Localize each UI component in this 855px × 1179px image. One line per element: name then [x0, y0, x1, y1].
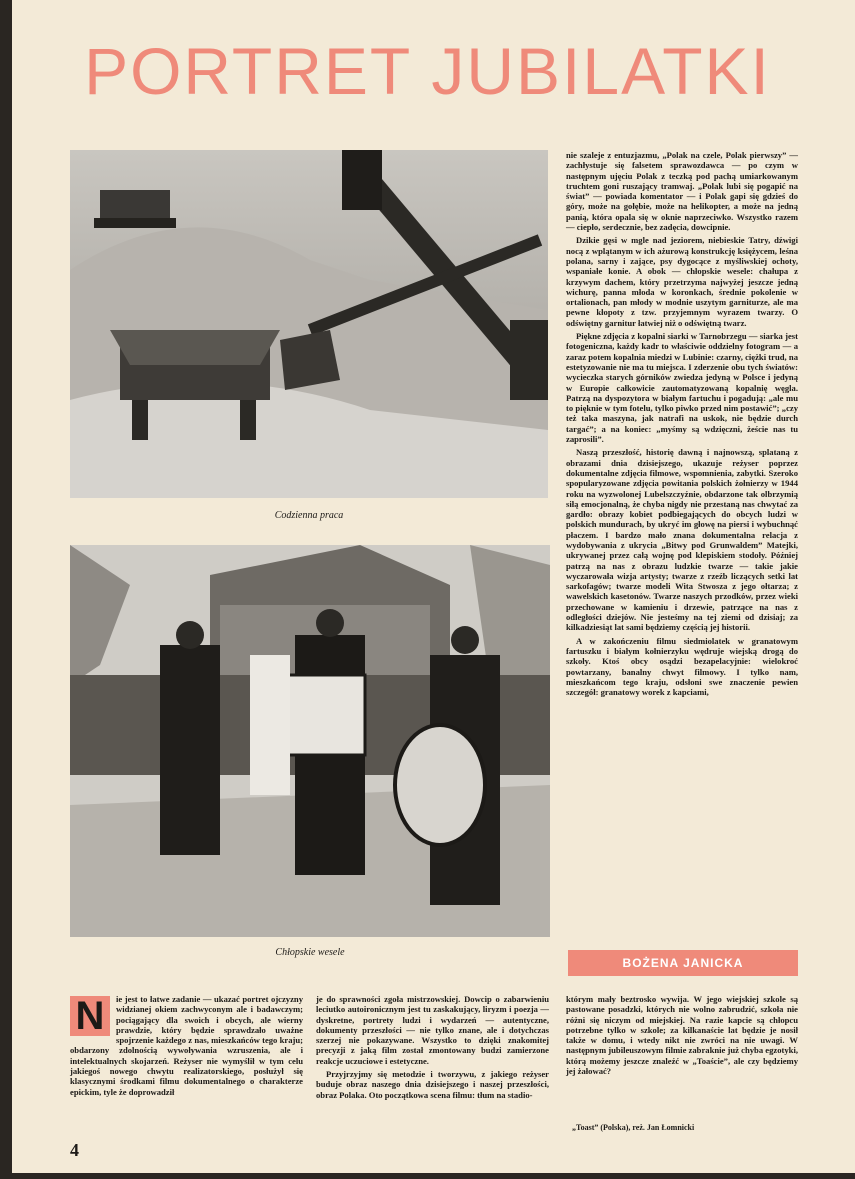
- article-bottom-column-1: [70, 994, 303, 1100]
- paragraph: którym mały beztrosko wywija. W jego wiejskiej szkole są pastowane posadzki, których nie wolno zabrudzić, szkoła nie różni się niczym od miejskiej. Na razie kapcie są chłopcu potrzebne tylko w szkole; za kilkanaście lat będzie je nosił także w domu, i wtedy nikt nie zwróci na nie uwagi. W następnym jubileuszowym filmie zabraknie już chyba egzotyki, którą możemy jeszcze znaleźć w „Toaście”, ale czy będziemy jej żałować?: [566, 994, 798, 1077]
- paragraph: [70, 994, 303, 1097]
- photo-caption-village-wedding: Chłopskie wesele: [275, 947, 345, 958]
- paragraph: Dzikie gęsi w mgle nad jeziorem, niebieskie Tatry, dźwigi nocą z wplątanym w ich ażurową konstrukcję księżycem, leśna polana, sarny i zające, psy dygocące z myśliwskiej ochoty, wspaniałe konie. A obok — chłopskie wesele: chałupa z krzywym dachem, który przetrzyma najwyżej jeszcze jedną wichurę, panna młoda w koronkach, średnie pokolenie w ortalionach, pan młody w modnie uszytym garniturze, ale ma pewne kłopoty z tzw. przyjemnym wyrazem twarzy. O odświętny garnitur łatwiej niż o odświętną twarz.: [566, 235, 798, 328]
- film-credit: „Toast” (Polska), reż. Jan Łomnicki: [572, 1123, 695, 1132]
- paragraph: Przyjrzyjmy się metodzie i tworzywu, z jakiego reżyser buduje obraz naszego dnia dzisiejszego i naszej przeszłości, obraz Polaka. Oto początkowa scena filmu: tłum na stadio-: [316, 1069, 549, 1100]
- photo-caption-daily-work: Codzienna praca: [274, 510, 344, 521]
- page-bottom-edge: [0, 1173, 855, 1179]
- article-bottom-column-2: [316, 994, 549, 1103]
- photo-daily-work: [70, 150, 548, 498]
- paragraph: Piękne zdjęcia z kopalni siarki w Tarnobrzegu — siarka jest fotogeniczna, każdy kadr to właściwie oddzielny fotogram — a zaraz potem kopalnia miedzi w Lubinie: czarny, ciężki trud, na estetyzowanie nie ma tu miejsca. I zderzenie obu tych światów: wycieczka starych górników zwiedza jedyną w Polsce i jedyną w Europie całkowicie zautomatyzowaną kopalnię węgla. Patrzą na dyspozytora w białym fartuchu i pogadują: „ale mu to pięknie w tym fotelu, tylko piwko przed nim postawić”; „czy też taka maszyna, jak natrafi na uskok, nie będzie durch targać”; a na koniec: „myśmy są wdzięczni, żeście nas tu zaprosili”.: [566, 331, 798, 445]
- page-number: 4: [70, 1140, 79, 1160]
- author-banner: BOŻENA JANICKA: [568, 950, 798, 976]
- page-binding-edge: [0, 0, 12, 1179]
- village-wedding-photo-icon: [70, 545, 550, 937]
- paragraph: nie szaleje z entuzjazmu, „Polak na czele, Polak pierwszy” — zachłystuje się falsetem sprawozdawca — po czym w następnym ujęciu Polak z teczką pod pachą umiarkowanym truchtem goni ruszający tramwaj. „Polak lubi się pogapić na świat” — powiada komentator — i Polak gapi się gdzieś do góry, może na gołębie, może na helikopter, a może na jedną panią, która opala się w oknie naprzeciwko. Wszystko razem — ciepło, serdecznie, bez zadęcia, dowcipnie.: [566, 150, 798, 233]
- paragraph: Naszą przeszłość, historię dawną i najnowszą, splataną z obrazami dnia dzisiejszego, ukazuje reżyser poprzez dokumentalne zdjęcia filmowe, wspomnienia, zabytki. Szeroko spopularyzowane zdjęcia powitania polskich żołnierzy w 1944 roku na wyzwolonej Lubelszczyźnie, obdarzone tak olbrzymią siłą emocjonalną, że chyba nigdy nie przestaną nas chwytać za gardło: obrazy kobiet podbiegających do obcych ludzi w polskich mundurach, by ukryć im głowę na piersi i wybuchnąć płaczem. I bardzo mało znana dokumentalna relacja z wydobywania z ukrycia „Bitwy pod Grunwaldem” Matejki, ukrywanej przez całą wojnę pod klepiskiem stodoły. Później patrzą na nas z obrazu ludzkie twarze — takie jakie wyczarowała wizja artysty; twarze z rzeźb liczących setki lat sarkofagów; twarze modeli Wita Stwosza z jego ołtarza; z wawelskich kasetonów. Twarze naszych przodków, przez wieki przechowane w kamieniu i drzewie, patrzące na nas z odległości dziejów. Nie jesteśmy na tej ziemi od dzisiaj; za kilkadziesiąt lat sami będziemy częścią jej historii.: [566, 447, 798, 633]
- mining-excavator-photo-icon: [70, 150, 548, 498]
- article-bottom-column-3: [566, 994, 798, 1079]
- page-title: PORTRET JUBILATKI: [84, 34, 771, 108]
- article-right-column: [566, 150, 798, 700]
- paragraph-text: ie jest to łatwe zadanie — ukazać portret ojczyzny widzianej okiem zachwyconym ale i badawczym; pociągający dla swoich i obcych, ale wierny prawdzie, który będzie sprawdzało uważne spojrzenie każdego z nas, mieszkańców tego kraju; obdarzony zdolnością wywoływania wzruszenia, ale i intelektualnych skojarzeń. Reżyser nie wymyślił w tym celu jakiegoś nowego chwytu realizatorskiego, posłużył się klasycznymi środkami filmu dokumentalnego o charakterze epickim, tyle że doprowadził: [70, 994, 303, 1097]
- paragraph: je do sprawności zgoła mistrzowskiej. Dowcip o zabarwieniu leciutko autoironicznym jest tu zaskakujący, liryzm i poezja — dyskretne, portrety ludzi i wydarzeń — autentyczne, dokumenty przeszłości — nie tylko znane, ale i dotychczas szerzej nie pokazywane. Wszystko to dzięki znakomitej precyzji z jaką film został zmontowany budzi zamierzone reakcje uczuciowe i estetyczne.: [316, 994, 549, 1066]
- paragraph: A w zakończeniu filmu siedmiolatek w granatowym fartuszku i białym kołnierzyku wędruje wiejską drogą do szkoły. Ktoś obcy osądzi bezapelacyjnie: wielokroć powtarzany, banalny chwyt filmowy. I tylko nam, mieszkańcom tego kraju, odsłoni swe znaczenie pewien szczegół: granatowy worek z kapciami,: [566, 635, 798, 698]
- drop-cap: N: [70, 996, 110, 1036]
- photo-village-wedding: [70, 545, 550, 937]
